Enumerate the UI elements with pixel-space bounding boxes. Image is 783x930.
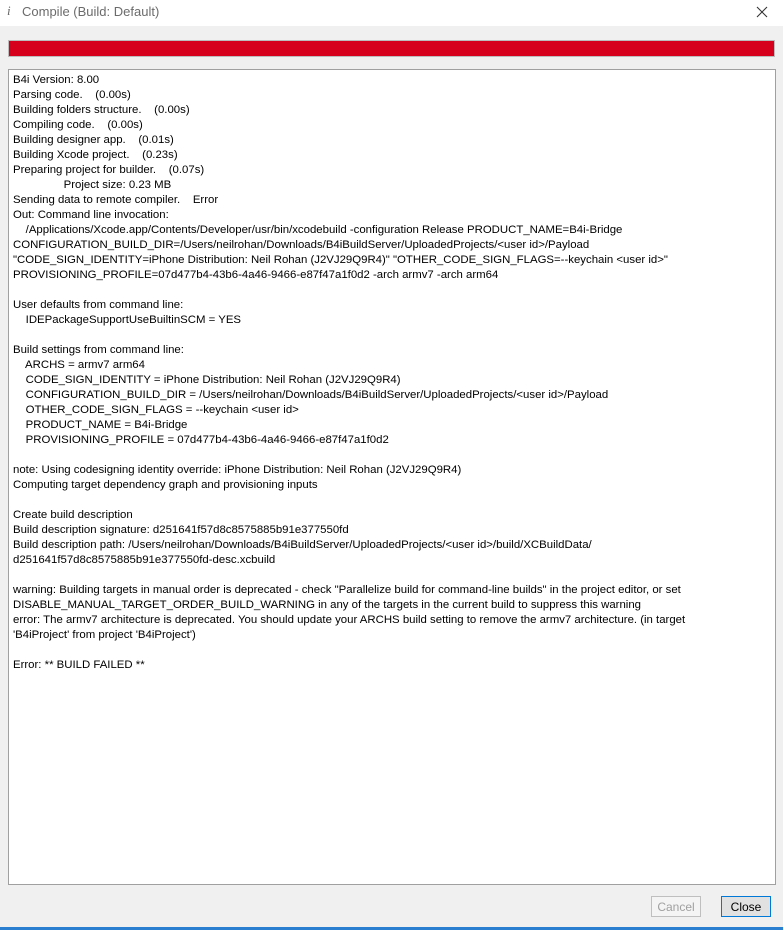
- progress-bar-fill: [9, 41, 774, 56]
- close-icon: [756, 6, 768, 18]
- log-line: PROVISIONING_PROFILE = 07d477b4-43b6-4a46-9466-e87f47a1f0d2: [13, 434, 389, 446]
- log-line: Building folders structure. (0.00s): [13, 104, 190, 116]
- log-line: d251641f57d8c8575885b91e377550fd-desc.xcbuild: [13, 554, 276, 566]
- log-line: [13, 643, 771, 658]
- log-line: Build settings from command line:: [13, 344, 184, 356]
- log-line: Preparing project for builder. (0.07s): [13, 164, 205, 176]
- log-line: B4i Version: 8.00: [13, 74, 100, 86]
- log-line: OTHER_CODE_SIGN_FLAGS = --keychain <user id>: [13, 404, 299, 416]
- log-line: Error: ** BUILD FAILED **: [13, 659, 145, 671]
- log-line: Parsing code. (0.00s): [13, 89, 131, 101]
- log-line: [13, 448, 771, 463]
- log-line: Building designer app. (0.01s): [13, 134, 174, 146]
- log-line: ARCHS = armv7 arm64: [13, 359, 145, 371]
- log-line: Create build description: [13, 509, 133, 521]
- log-line: [13, 493, 771, 508]
- log-line: /Applications/Xcode.app/Contents/Developer/usr/bin/xcodebuild -configuration Release PRODUCT_NAME=B4i-Bridge: [13, 224, 623, 236]
- title-bar: [0, 0, 783, 26]
- log-line: [13, 283, 771, 298]
- log-line: CONFIGURATION_BUILD_DIR=/Users/neilrohan/Downloads/B4iBuildServer/UploadedProjects/<user id>/Payload: [13, 239, 590, 251]
- log-line: IDEPackageSupportUseBuiltinSCM = YES: [13, 314, 242, 326]
- log-line: CODE_SIGN_IDENTITY = iPhone Distribution: Neil Rohan (J2VJ29Q9R4): [13, 374, 401, 386]
- cancel-button[interactable]: Cancel: [651, 896, 701, 917]
- window-close-button[interactable]: [747, 1, 777, 23]
- log-line: PROVISIONING_PROFILE=07d477b4-43b6-4a46-9466-e87f47a1f0d2 -arch armv7 -arch arm64: [13, 269, 499, 281]
- log-line: error: The armv7 architecture is deprecated. You should update your ARCHS build setting to remove the armv7 architecture. (in target: [13, 614, 686, 626]
- window-title: Compile (Build: Default): [22, 4, 160, 19]
- log-line: Project size: 0.23 MB: [13, 179, 172, 191]
- log-line: DISABLE_MANUAL_TARGET_ORDER_BUILD_WARNING in any of the targets in the current build to suppress this warning: [13, 599, 642, 611]
- log-line: "CODE_SIGN_IDENTITY=iPhone Distribution: Neil Rohan (J2VJ29Q9R4)" "OTHER_CODE_SIGN_FLAGS=--keychain <user id>": [13, 254, 668, 266]
- log-line: Computing target dependency graph and provisioning inputs: [13, 479, 318, 491]
- info-icon: i: [7, 3, 11, 18]
- compile-progress-bar: [8, 40, 775, 57]
- log-line: User defaults from command line:: [13, 299, 184, 311]
- log-line: note: Using codesigning identity override: iPhone Distribution: Neil Rohan (J2VJ29Q9R4): [13, 464, 462, 476]
- close-button[interactable]: Close: [721, 896, 771, 917]
- log-line: CONFIGURATION_BUILD_DIR = /Users/neilrohan/Downloads/B4iBuildServer/UploadedProjects/<user id>/Payload: [13, 389, 609, 401]
- compile-log-output[interactable]: [8, 69, 776, 885]
- log-line: Compiling code. (0.00s): [13, 119, 143, 131]
- log-line: 'B4iProject' from project 'B4iProject'): [13, 629, 196, 641]
- log-line: Building Xcode project. (0.23s): [13, 149, 178, 161]
- log-line: [13, 568, 771, 583]
- log-line: [13, 328, 771, 343]
- log-line: Sending data to remote compiler. Error: [13, 194, 219, 206]
- log-line: Out: Command line invocation:: [13, 209, 169, 221]
- log-line: Build description signature: d251641f57d8c8575885b91e377550fd: [13, 524, 349, 536]
- log-line: warning: Building targets in manual order is deprecated - check "Parallelize build for command-line builds" in the project editor, or set: [13, 584, 681, 596]
- log-line: Build description path: /Users/neilrohan/Downloads/B4iBuildServer/UploadedProjects/<user id>/build/XCBuildData/: [13, 539, 592, 551]
- log-line: PRODUCT_NAME = B4i-Bridge: [13, 419, 188, 431]
